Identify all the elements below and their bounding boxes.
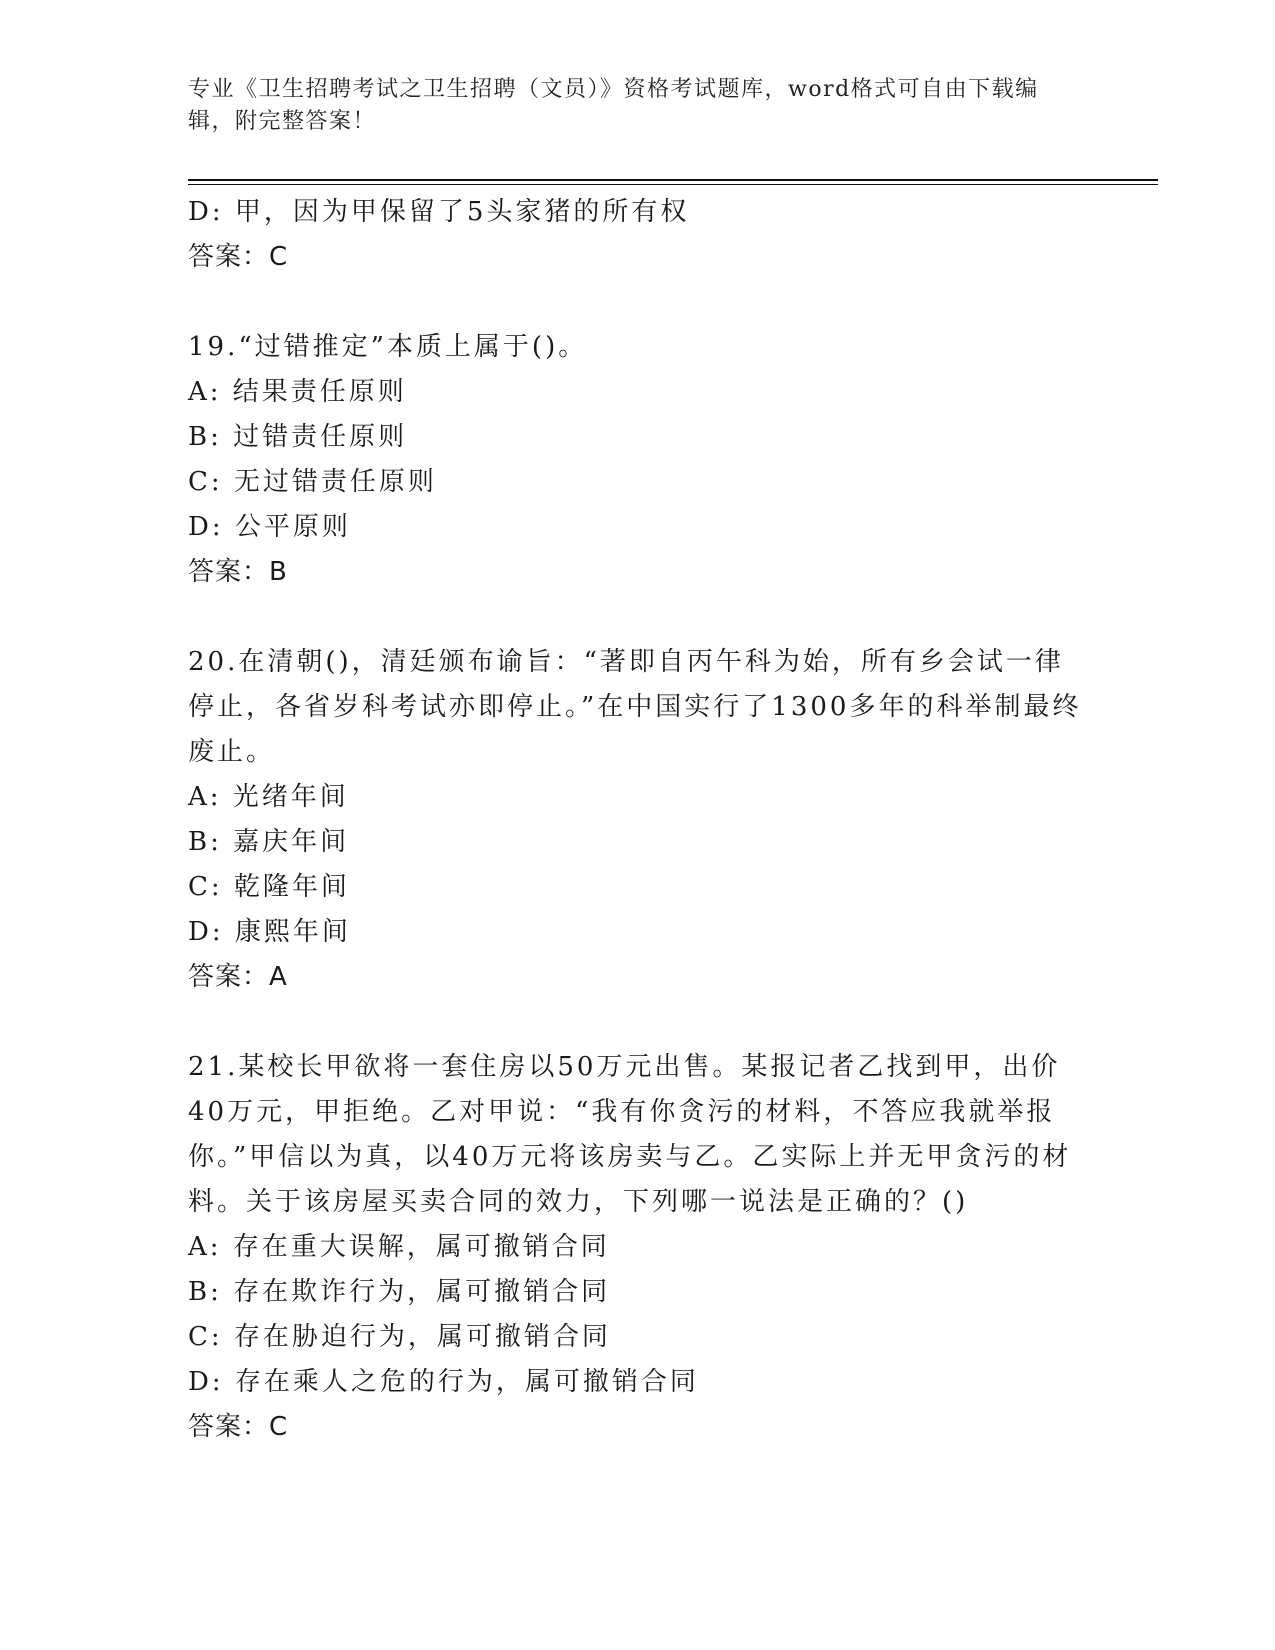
question-stem: 21.某校长甲欲将一套住房以50万元出售。某报记者乙找到甲，出价40万元，甲拒绝。乙对甲说：“我有你贪污的材料，不答应我就举报你。”甲信以为真，以40万元将该房卖与乙。乙实际上并无甲贪污的材料。关于该房屋买卖合同的效力，下列哪一说法是正确的？() <box>188 1052 1072 1217</box>
answer: 答案：B <box>188 557 288 587</box>
previous-answer: 答案：C <box>188 242 289 272</box>
option-b: B: 嘉庆年间 <box>188 827 350 857</box>
option-b: B: 存在欺诈行为，属可撤销合同 <box>188 1277 611 1307</box>
document-header: 专业《卫生招聘考试之卫生招聘（文员）》资格考试题库，word格式可自由下载编辑，附完整答案！ <box>188 77 1039 134</box>
option-a: A: 存在重大误解，属可撤销合同 <box>188 1232 610 1262</box>
header-divider-thin <box>188 184 1158 185</box>
header-divider-thick <box>188 179 1158 181</box>
answer: 答案：C <box>188 1412 289 1442</box>
option-c: C: 存在胁迫行为，属可撤销合同 <box>188 1322 611 1352</box>
option-d: D: 存在乘人之危的行为，属可撤销合同 <box>188 1367 699 1397</box>
previous-option-d: D: 甲，因为甲保留了5头家猪的所有权 <box>188 197 690 227</box>
option-a: A: 光绪年间 <box>188 782 349 812</box>
answer: 答案：A <box>188 962 288 992</box>
question-20 <box>188 640 1088 1000</box>
question-list <box>188 190 1088 1450</box>
option-b: B: 过错责任原则 <box>188 422 408 452</box>
question-19 <box>188 325 1088 595</box>
option-c: C: 无过错责任原则 <box>188 467 437 497</box>
option-d: D: 公平原则 <box>188 512 351 542</box>
option-c: C: 乾隆年间 <box>188 872 350 902</box>
question-stem: 20.在清朝()，清廷颁布谕旨：“著即自丙午科为始，所有乡会试一律停止，各省岁科考试亦即停止。”在中国实行了1300多年的科举制最终废止。 <box>188 647 1082 767</box>
option-a: A: 结果责任原则 <box>188 377 407 407</box>
question-21 <box>188 1045 1088 1450</box>
question-stem: 19.“过错推定”本质上属于()。 <box>188 332 588 362</box>
option-d: D: 康熙年间 <box>188 917 351 947</box>
